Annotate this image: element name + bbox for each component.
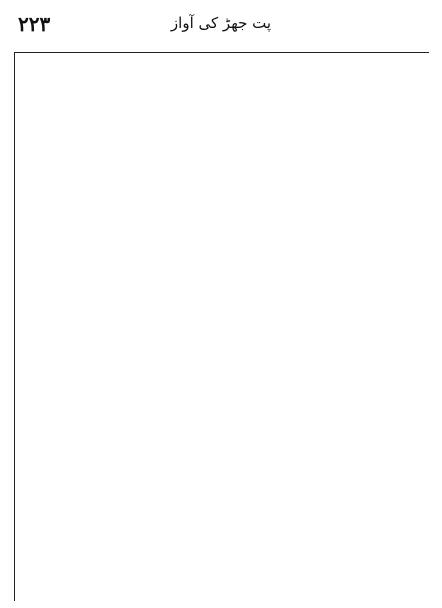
text-line: [20, 242, 426, 260]
page-number: ۲۲۳: [18, 12, 51, 36]
text-line: [20, 132, 426, 150]
text-line: [20, 187, 426, 205]
text-line: [20, 150, 426, 168]
text-line: [20, 168, 426, 186]
text-line: [20, 407, 426, 425]
text-line: [20, 536, 426, 554]
text-line: [20, 389, 426, 407]
text-line: [20, 315, 426, 333]
text-line: [20, 481, 426, 499]
text-line: [20, 573, 426, 591]
text-line: [20, 334, 426, 352]
text-line: [20, 297, 426, 315]
text-line: [20, 224, 426, 242]
text-line: [20, 279, 426, 297]
text-line: [20, 463, 426, 481]
text-line: [20, 499, 426, 517]
page-title: پت جھڑ کی آواز: [170, 14, 272, 32]
text-line: [20, 113, 426, 131]
text-line: [20, 444, 426, 462]
text-line: [20, 371, 426, 389]
text-line: [20, 95, 426, 113]
text-line: [20, 518, 426, 536]
text-line: [20, 352, 426, 370]
text-line: [20, 555, 426, 573]
text-line: [20, 58, 426, 76]
text-line: [20, 260, 426, 278]
text-line: [20, 76, 426, 94]
text-line: [20, 426, 426, 444]
text-line: [20, 205, 426, 223]
page-header: [14, 8, 428, 48]
body-text: [20, 58, 426, 600]
